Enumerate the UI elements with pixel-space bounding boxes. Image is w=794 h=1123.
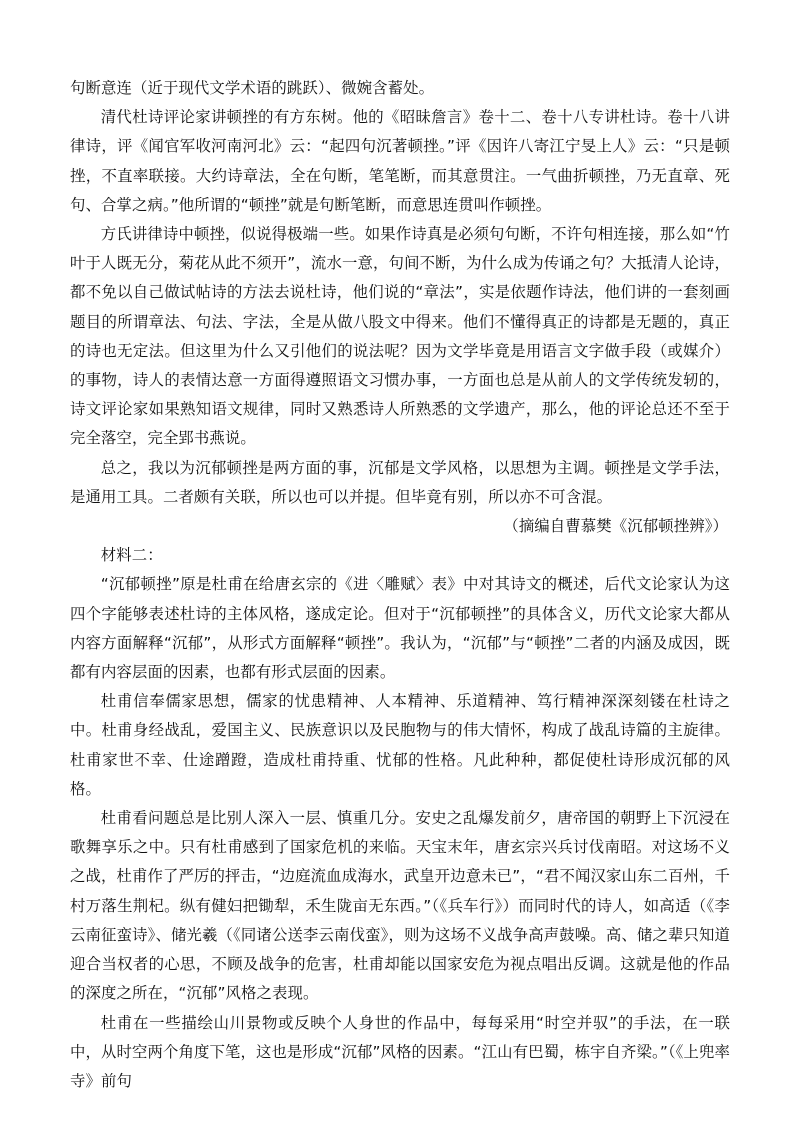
material-two-heading: 材料二： bbox=[100, 546, 163, 565]
paragraph-confucian-thought: 杜甫信奉儒家思想，儒家的忧患精神、人本精神、乐道精神、笃行精神深深刻镂在杜诗之中。杜甫身经战乱，爱国主义、民族意识以及民胞物与的伟大情怀，构成了战乱诗篇的主旋律。杜甫家世不幸、仕途蹭蹬，造成杜甫持重、忧郁的性格。凡此种种，都促使杜诗形成沉郁的风格。 bbox=[70, 692, 730, 798]
paragraph-time-space: 杜甫在一些描绘山川景物或反映个人身世的作品中，每每采用“时空并驭”的手法，在一联中，从时空两个角度下笔，这也是形成“沉郁”风格的因素。“江山有巴蜀，栋宇自齐梁。”（《上兜率寺》前句 bbox=[70, 1013, 730, 1090]
paragraph-fang-critique: 方氏讲律诗中顿挫，似说得极端一些。如果作诗真是必须句句断，不许句相连接，那么如“竹叶于人既无分，菊花从此不须开”，流水一意，句间不断，为什么成为传诵之句？大抵清人论诗，都不免以自己做试帖诗的方法去说杜诗，他们说的“章法”，实是依题作诗法，他们讲的一套刻画题目的所谓章法、句法、字法，全是从做八股文中得来。他们不懂得真正的诗都是无题的，真正的诗也无定法。但这里为什么又引他们的说法呢？因为文学毕竟是用语言文字做手段（或媒介）的事物，诗人的表情达意一方面得遵照语文习惯办事，一方面也总是从前人的文学传统发轫的，诗文评论家如果熟知语文规律，同时又熟悉诗人所熟悉的文学遗产，那么，他的评论总还不至于完全落空，完全郢书燕说。 bbox=[70, 225, 730, 448]
paragraph-continuation: 句断意连（近于现代文学术语的跳跃）、微婉含蓄处。 bbox=[70, 79, 435, 97]
paragraph-fang-dongshu: 清代杜诗评论家讲顿挫的有方东树。他的《昭昧詹言》卷十二、卷十八专讲杜诗。卷十八讲律诗，评《闻官军收河南河北》云：“起四句沉著顿挫。”评《因许八寄江宁旻上人》云：“只是顿挫，不直率联接。大约诗章法，全在句断，笔笔断，而其意贯注。一气曲折顿挫，乃无直章、死句、合掌之病。”他所谓的“顿挫”就是句断笔断，而意思连贯叫作顿挫。 bbox=[70, 108, 730, 214]
source-citation: （摘编自曹慕樊《沉郁顿挫辨》） bbox=[503, 517, 728, 536]
paragraph-conclusion: 总之，我以为沉郁顿挫是两方面的事，沉郁是文学风格，以思想为主调。顿挫是文学手法，是通用工具。二者颇有关联，所以也可以并提。但毕竟有别，所以亦不可含混。 bbox=[70, 458, 730, 506]
article-body bbox=[70, 74, 730, 1096]
paragraph-chenyu-dunzuo-origin: “沉郁顿挫”原是杜甫在给唐玄宗的《进〈雕赋〉表》中对其诗文的概述，后代文论家认为这四个字能够表述杜诗的主体风格，遂成定论。但对于“沉郁顿挫”的具体含义，历代文论家大都从内容方面解释“沉郁”，从形式方面解释“顿挫”。我认为，“沉郁”与“顿挫”二者的内涵及成因，既都有内容层面的因素，也都有形式层面的因素。 bbox=[70, 575, 730, 682]
paragraph-deeper-insight: 杜甫看问题总是比别人深入一层、慎重几分。安史之乱爆发前夕，唐帝国的朝野上下沉浸在歌舞享乐之中。只有杜甫感到了国家危机的来临。天宝末年，唐玄宗兴兵讨伐南昭。对这场不义之战，杜甫作了严厉的抨击，“边庭流血成海水，武皇开边意未已”，“君不闻汉家山东二百州，千村万落生荆杞。纵有健妇把锄犁，禾生陇亩无东西。”（《兵车行》）而同时代的诗人，如高适（《李云南征蛮诗》、储光羲（《同诸公送李云南伐蛮》，则为这场不义战争高声鼓噪。高、储之辈只知道迎合当权者的心思，不顾及战争的危害，杜甫却能以国家安危为视点唱出反调。这就是他的作品的深度之所在，“沉郁”风格之表现。 bbox=[70, 809, 730, 1003]
